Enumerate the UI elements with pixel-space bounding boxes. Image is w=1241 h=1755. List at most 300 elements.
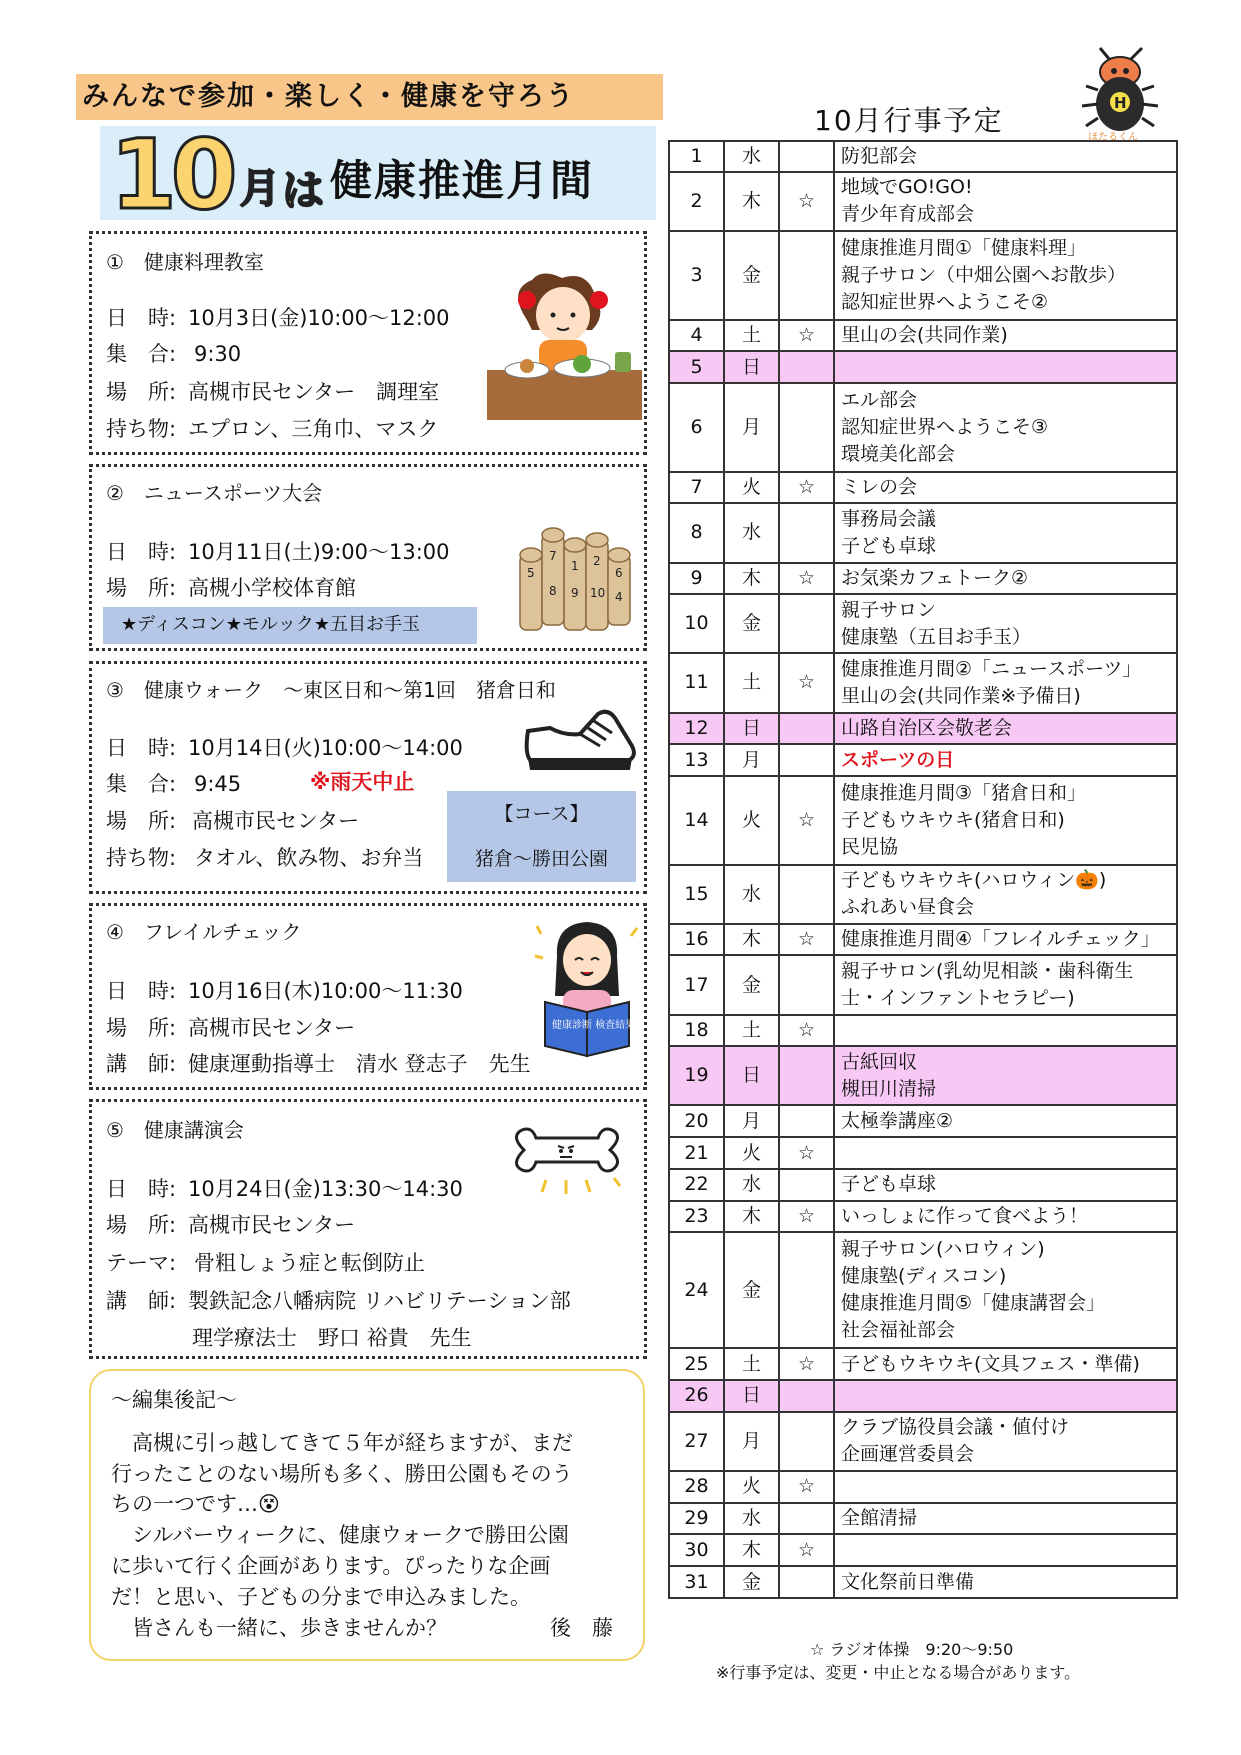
schedule-row [669,1503,1177,1535]
editor-note-line: だ！と思い、子どもの分まで申込みました。 [111,1585,531,1609]
schedule-radio-star: ☆ [779,320,834,352]
schedule-radio-star [779,1232,834,1348]
schedule-row [669,924,1177,956]
schedule-day: 19 [669,1046,724,1105]
schedule-event: 健康塾(ディスコン) [841,1265,1007,1288]
schedule-events [834,1566,1177,1598]
event-heading: ① 健康料理教室 [106,250,264,274]
schedule-radio-star [779,713,834,745]
schedule-radio-star [779,955,834,1014]
detail-label: 場 所: [106,1213,177,1237]
schedule-events [834,1503,1177,1535]
schedule-day: 13 [669,744,724,776]
schedule-events [834,713,1177,745]
detail-label: 日 時: [106,979,177,1003]
editor-note-line: 皆さんも一緒に、歩きませんか？ [111,1616,447,1640]
schedule-events [834,383,1177,472]
event-detail-row [106,807,359,835]
banner-particle: は [282,166,325,215]
schedule-event: 健康推進月間⑤「健康講習会」 [841,1292,1106,1315]
banner-title: 健康推進月間 [330,156,595,205]
detail-value: 骨粗しょう症と転倒防止 [194,1251,425,1275]
pin-number: 6 [615,566,623,580]
schedule-day: 29 [669,1503,724,1535]
schedule-row [669,141,1177,172]
schedule-weekday: 金 [724,955,779,1014]
schedule-radio-star: ☆ [779,653,834,712]
schedule-events [834,1534,1177,1566]
schedule-row [669,713,1177,745]
event-heading: ④ フレイルチェック [106,920,302,944]
schedule-day: 2 [669,172,724,231]
course-label: 【コース】 [494,803,589,825]
schedule-radio-star [779,594,834,653]
mascot-letter: H [1114,94,1127,112]
event-detail-row [106,1014,355,1042]
schedule-events [834,1380,1177,1412]
schedule-radio-star [779,1380,834,1412]
schedule-radio-star: ☆ [779,472,834,504]
schedule-row [669,231,1177,320]
schedule-weekday: 水 [724,141,779,172]
schedule-day: 21 [669,1137,724,1169]
event-heading: ③ 健康ウォーク ～東区日和～第1回 猪倉日和 [106,678,556,702]
schedule-event: 社会福祉部会 [841,1319,956,1342]
schedule-radio-star [779,1046,834,1105]
schedule-day: 30 [669,1534,724,1566]
detail-label: 日 時: [106,1177,177,1201]
event-detail-row [106,304,450,332]
sneaker-illustration [520,706,640,781]
schedule-weekday: 木 [724,172,779,231]
booklet-text: 健康診断 検査結果 [552,1020,636,1031]
schedule-radio-star [779,351,834,383]
event-detail-row [106,1287,571,1315]
schedule-day: 6 [669,383,724,472]
schedule-event: クラブ協役員会議・値付け [841,1416,1070,1439]
rain-cancel-note: ※雨天中止 [310,770,415,794]
slogan: みんなで参加・楽しく・健康を守ろう [76,74,663,120]
schedule-weekday: 金 [724,1232,779,1348]
schedule-day: 26 [669,1380,724,1412]
schedule-event: 子どもウキウキ(文具フェス・準備) [841,1352,1140,1375]
schedule-event: 認知症世界へようこそ③ [841,415,1049,438]
schedule-events [834,351,1177,383]
detail-value: 10月24日(金)13:30～14:30 [188,1177,463,1201]
detail-value: 9:30 [194,342,242,366]
schedule-row [669,1412,1177,1471]
schedule-weekday: 水 [724,1503,779,1535]
schedule-weekday: 火 [724,776,779,865]
schedule-event: 親子サロン（中畑公園へお散歩） [841,263,1127,286]
schedule-day: 22 [669,1169,724,1201]
pin-number: 2 [593,554,601,568]
schedule-radio-star: ☆ [779,172,834,231]
event-detail-row [106,1050,531,1078]
schedule-row [669,383,1177,472]
schedule-weekday: 火 [724,1471,779,1503]
schedule-event: 全館清掃 [841,1507,918,1529]
schedule-events [834,1232,1177,1348]
schedule-event: 古紙回収 [841,1050,918,1073]
schedule-events [834,744,1177,776]
schedule-event: 健康塾（五目お手玉） [841,625,1032,648]
schedule-row [669,1046,1177,1105]
schedule-radio-star [779,744,834,776]
schedule-weekday: 日 [724,1046,779,1105]
schedule-title: 10月行事予定 [814,104,1004,137]
schedule-day: 24 [669,1232,724,1348]
schedule-day: 3 [669,231,724,320]
schedule-row [669,744,1177,776]
schedule-event: 子どもウキウキ(ハロウィン🎃) [841,869,1107,892]
editor-note-line: ちの一つです…😵 [111,1492,280,1516]
editor-note [89,1369,645,1661]
schedule-row [669,865,1177,924]
schedule-day: 9 [669,563,724,595]
schedule-radio-star: ☆ [779,776,834,865]
schedule-weekday: 木 [724,1201,779,1233]
schedule-events [834,1348,1177,1380]
detail-label: 持ち物: [106,846,177,870]
course-value: 猪倉～勝田公園 [474,848,608,870]
schedule-events [834,1137,1177,1169]
schedule-day: 15 [669,865,724,924]
schedule-day: 31 [669,1566,724,1598]
detail-label: 集 合: [106,342,177,366]
schedule-day: 7 [669,472,724,504]
schedule-events [834,1015,1177,1047]
schedule-weekday: 金 [724,1566,779,1598]
schedule-row [669,1348,1177,1380]
event-box-newsports [89,464,647,651]
detail-label: 日 時: [106,736,177,760]
event-detail-row [106,1249,425,1277]
schedule-day: 20 [669,1105,724,1137]
event-box-walk [89,661,647,894]
schedule-event: 文化祭前日準備 [841,1570,975,1593]
schedule-events [834,955,1177,1014]
schedule-events [834,924,1177,956]
schedule-radio-star [779,1503,834,1535]
schedule-events [834,141,1177,172]
schedule-change-note: ※行事予定は、変更・中止となる場合があります。 [716,1663,1081,1682]
schedule-weekday: 火 [724,1137,779,1169]
editor-note-author: 後 藤 [550,1616,613,1640]
event-heading: ② ニュースポーツ大会 [106,481,323,505]
schedule-events [834,472,1177,504]
schedule-radio-star: ☆ [779,1015,834,1047]
schedule-events [834,653,1177,712]
schedule-weekday: 木 [724,924,779,956]
detail-value: エプロン、三角巾、マスク [188,417,439,441]
schedule-events [834,563,1177,595]
detail-label: 場 所: [106,809,177,833]
schedule-radio-star: ☆ [779,1471,834,1503]
schedule-events [834,1201,1177,1233]
schedule-weekday: 月 [724,1412,779,1471]
schedule-event: ミレの会 [841,476,918,498]
schedule-event: 里山の会(共同作業※予備日) [841,684,1081,707]
schedule-events [834,1046,1177,1105]
editor-note-title: ～編集後記～ [111,1388,237,1412]
schedule-row [669,1471,1177,1503]
radio-exercise-note: ☆ ラジオ体操 9:20～9:50 [810,1640,1014,1659]
schedule-events [834,231,1177,320]
schedule-event: 士・インファントセラピー) [841,987,1075,1010]
schedule-day: 10 [669,594,724,653]
schedule-event: 地域でGO!GO! [841,176,973,199]
firefly-mascot-illustration [1070,46,1176,142]
schedule-row [669,1566,1177,1598]
schedule-event: 防犯部会 [841,144,918,167]
editor-note-line: シルバーウィークに、健康ウォークで勝田公園 [111,1523,569,1547]
schedule-event: 親子サロン(ハロウィン) [841,1238,1045,1261]
schedule-radio-star [779,383,834,472]
schedule-day: 4 [669,320,724,352]
detail-label: 持ち物: [106,417,177,441]
schedule-radio-star [779,503,834,562]
mascot-name: ほたるくん [1088,132,1138,142]
event-detail-row [106,844,423,872]
schedule-event: いっしょに作って食べよう！ [841,1204,1089,1227]
schedule-radio-star: ☆ [779,1534,834,1566]
schedule-event: 民児協 [841,835,899,858]
detail-value: 10月14日(火)10:00～14:00 [188,736,463,760]
detail-label: 場 所: [106,1016,177,1040]
schedule-row [669,503,1177,562]
banner-month-char: 月 [240,166,280,212]
schedule-day: 1 [669,141,724,172]
schedule-radio-star [779,865,834,924]
schedule-event: 槻田川清掃 [841,1077,937,1100]
schedule-event: 企画運営委員会 [841,1443,975,1466]
schedule-event: お気楽カフェトーク② [841,566,1029,589]
schedule-weekday: 月 [724,383,779,472]
schedule-day: 27 [669,1412,724,1471]
lecturer-title-line: 理学療法士 野口 裕貴 先生 [192,1326,472,1350]
schedule-event: 青少年育成部会 [841,203,975,226]
pin-number: 5 [527,566,535,580]
detail-label: テーマ: [106,1251,177,1275]
schedule-row [669,653,1177,712]
schedule-day: 16 [669,924,724,956]
schedule-row [669,351,1177,383]
schedule-day: 28 [669,1471,724,1503]
event-detail-row [106,538,450,566]
schedule-radio-star [779,141,834,172]
schedule-radio-star [779,1105,834,1137]
detail-label: 講 師: [106,1052,177,1076]
schedule-row [669,1169,1177,1201]
schedule-weekday: 土 [724,653,779,712]
detail-value: 10月16日(木)10:00～11:30 [188,979,463,1003]
schedule-day: 12 [669,713,724,745]
banner-number: 10 [110,119,232,231]
event-detail-row [106,574,356,602]
schedule-radio-star [779,1169,834,1201]
detail-label: 日 時: [106,540,177,564]
schedule-event: ふれあい昼食会 [841,896,975,919]
event-detail-row [106,415,438,443]
schedule-weekday: 日 [724,1380,779,1412]
detail-label: 集 合: [106,772,177,796]
editor-note-line: 行ったことのない場所も多く、勝田公園もそのう [111,1462,573,1486]
schedule-row [669,172,1177,231]
schedule-weekday: 木 [724,1534,779,1566]
schedule-event: 親子サロン [841,598,937,621]
detail-value: 10月3日(金)10:00～12:00 [188,306,450,330]
month-banner [100,119,656,231]
schedule-row [669,563,1177,595]
schedule-weekday: 金 [724,231,779,320]
schedule-event: 健康推進月間③「猪倉日和」 [841,781,1087,804]
schedule-radio-star [779,1412,834,1471]
schedule-day: 8 [669,503,724,562]
editor-note-line: 高槻に引っ越してきて５年が経ちますが、まだ [111,1431,573,1455]
event-detail-row [106,378,439,406]
detail-value: 高槻市民センター [188,1016,356,1040]
schedule-events [834,320,1177,352]
schedule-event: 事務局会議 [841,507,937,530]
schedule-weekday: 火 [724,472,779,504]
schedule-day: 23 [669,1201,724,1233]
schedule-radio-star: ☆ [779,924,834,956]
schedule-radio-star: ☆ [779,1137,834,1169]
schedule-event: 健康推進月間④「フレイルチェック」 [841,928,1160,951]
schedule-events [834,1412,1177,1471]
schedule-row [669,1105,1177,1137]
detail-label: 場 所: [106,576,177,600]
pin-number: 9 [571,586,579,600]
editor-note-line: に歩いて行く企画があります。ぴったりな企画 [111,1554,551,1578]
event-detail-row [106,1211,355,1239]
schedule-row [669,1201,1177,1233]
schedule-weekday: 水 [724,503,779,562]
schedule-radio-star: ☆ [779,1201,834,1233]
schedule-event: 子ども卓球 [841,534,937,557]
schedule-event: 里山の会(共同作業) [841,323,1008,346]
schedule-radio-star [779,231,834,320]
schedule-event: 環境美化部会 [841,442,956,465]
sports-tag: ★ディスコン★モルック★五目お手玉 [103,607,477,644]
schedule-radio-star [779,1566,834,1598]
detail-value: 製鉄記念八幡病院 リハビリテーション部 [188,1289,571,1313]
schedule-events [834,503,1177,562]
event-detail-row [106,1175,463,1203]
event-heading: ⑤ 健康講演会 [106,1118,244,1142]
pin-number: 4 [615,590,623,604]
schedule-weekday: 日 [724,713,779,745]
schedule-event: エル部会 [841,388,918,411]
schedule-event: 山路自治区会敬老会 [841,716,1013,739]
detail-value: 高槻市民センター 調理室 [188,380,440,404]
schedule-day: 5 [669,351,724,383]
schedule-table [668,140,1178,1599]
schedule-events [834,865,1177,924]
detail-value: 高槻市民センター [188,1213,356,1237]
schedule-weekday: 月 [724,1105,779,1137]
detail-value: 高槻市民センター [192,809,360,833]
schedule-event: 親子サロン(乳幼児相談・歯科衛生 [841,960,1134,983]
bone-illustration [502,1122,632,1210]
schedule-radio-star: ☆ [779,1348,834,1380]
event-detail-row [106,977,463,1005]
schedule-event: 子どもウキウキ(猪倉日和) [841,808,1065,831]
event-detail-row [106,734,463,762]
health-check-reader-illustration [527,916,647,1058]
schedule-day: 11 [669,653,724,712]
schedule-row [669,776,1177,865]
schedule-weekday: 土 [724,1348,779,1380]
schedule-event: 太極拳講座② [841,1109,954,1132]
schedule-row [669,1015,1177,1047]
event-box-frailty [89,903,647,1090]
schedule-event: 健康推進月間①「健康料理」 [841,236,1087,259]
schedule-row [669,1534,1177,1566]
schedule-row [669,955,1177,1014]
schedule-weekday: 水 [724,1169,779,1201]
schedule-weekday: 土 [724,320,779,352]
schedule-event: 認知症世界へようこそ② [841,290,1049,313]
pin-number: 8 [549,584,557,598]
schedule-events [834,172,1177,231]
schedule-weekday: 日 [724,351,779,383]
cooking-girl-illustration [487,270,642,420]
schedule-event: 健康推進月間②「ニュースポーツ」 [841,657,1142,680]
event-detail-row [106,340,241,368]
schedule-weekday: 月 [724,744,779,776]
schedule-weekday: 木 [724,563,779,595]
schedule-events [834,594,1177,653]
schedule-row [669,1137,1177,1169]
schedule-day: 17 [669,955,724,1014]
schedule-weekday: 土 [724,1015,779,1047]
schedule-day: 25 [669,1348,724,1380]
schedule-row [669,594,1177,653]
pin-number: 10 [590,586,606,600]
schedule-event: スポーツの日 [841,748,955,771]
detail-value: 10月11日(土)9:00～13:00 [188,540,450,564]
detail-label: 日 時: [106,306,177,330]
detail-value: 健康運動指導士 清水 登志子 先生 [188,1052,531,1076]
event-detail-row [106,770,241,798]
detail-label: 場 所: [106,380,177,404]
schedule-day: 18 [669,1015,724,1047]
pin-number: 1 [571,559,579,573]
detail-value: タオル、飲み物、お弁当 [194,846,424,870]
pin-number: 7 [549,549,557,563]
schedule-row [669,1232,1177,1348]
schedule-row [669,1380,1177,1412]
schedule-row [669,320,1177,352]
event-box-cooking [89,231,647,455]
molkky-pins-illustration [512,515,642,640]
schedule-day: 14 [669,776,724,865]
schedule-row [669,472,1177,504]
course-box [447,791,636,882]
schedule-event: 子ども卓球 [841,1173,937,1196]
schedule-events [834,776,1177,865]
schedule-radio-star: ☆ [779,563,834,595]
schedule-events [834,1471,1177,1503]
detail-label: 講 師: [106,1289,177,1313]
schedule-weekday: 水 [724,865,779,924]
schedule-events [834,1105,1177,1137]
schedule-weekday: 金 [724,594,779,653]
detail-value: 9:45 [194,772,242,796]
detail-value: 高槻小学校体育館 [188,576,356,600]
